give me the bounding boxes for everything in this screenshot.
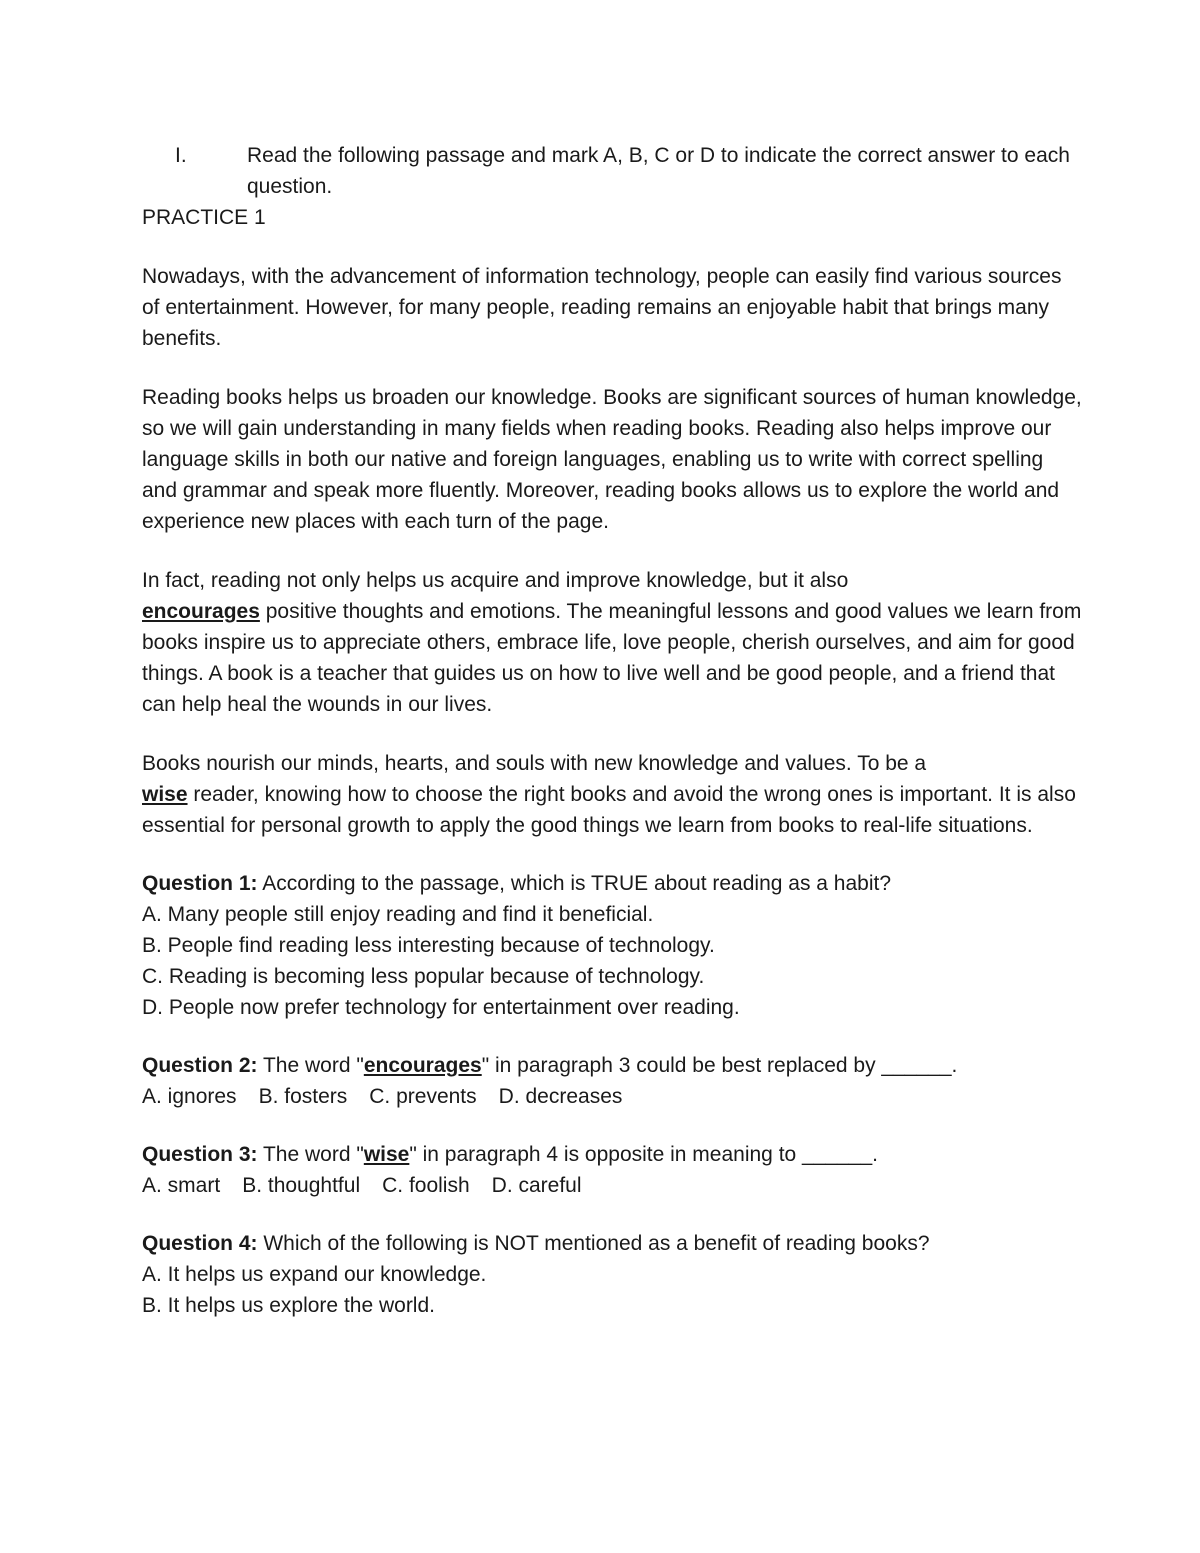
question-2-option-a: A. ignores xyxy=(142,1085,237,1108)
paragraph-4-text-after: reader, knowing how to choose the right books and avoid the wrong ones is important. It is also essential for personal growth to apply the good things we learn from books to real-life situations. xyxy=(142,783,1076,837)
question-3-text-before: The word " xyxy=(257,1143,364,1166)
question-2-text-after: " in paragraph 3 could be best replaced by ______. xyxy=(481,1054,958,1077)
instruction-number: I. xyxy=(175,144,187,167)
question-1-stem xyxy=(142,868,1082,899)
question-4 xyxy=(142,1228,1082,1321)
question-4-stem xyxy=(142,1228,1082,1259)
question-4-option-a: A. It helps us expand our knowledge. xyxy=(142,1263,487,1286)
paragraph-4-text-before: Books nourish our minds, hearts, and souls with new knowledge and values. To be a xyxy=(142,752,927,775)
question-3-option-a: A. smart xyxy=(142,1174,221,1197)
question-3-option-d: D. careful xyxy=(491,1174,582,1197)
question-1 xyxy=(142,868,1082,1023)
passage-paragraph-4 xyxy=(142,748,1082,841)
passage-paragraph-3 xyxy=(142,565,1082,720)
question-2-label: Question 2: xyxy=(142,1054,258,1077)
question-3-stem xyxy=(142,1139,1082,1170)
document-content xyxy=(142,140,1082,1321)
question-1-option-d: D. People now prefer technology for entertainment over reading. xyxy=(142,996,740,1019)
question-3-word: wise xyxy=(363,1143,410,1166)
question-3-option-c: C. foolish xyxy=(382,1174,470,1197)
question-3-options xyxy=(142,1170,1082,1201)
question-2-option-d: D. decreases xyxy=(498,1085,623,1108)
question-1-option-a: A. Many people still enjoy reading and find it beneficial. xyxy=(142,903,654,926)
paragraph-3-text-before: In fact, reading not only helps us acquire and improve knowledge, but it also xyxy=(142,569,849,592)
question-2-options xyxy=(142,1081,1082,1112)
question-2-option-c: C. prevents xyxy=(369,1085,477,1108)
question-3 xyxy=(142,1139,1082,1201)
question-4-option-b: B. It helps us explore the world. xyxy=(142,1294,435,1317)
question-3-text-after: " in paragraph 4 is opposite in meaning to ______. xyxy=(409,1143,878,1166)
question-1-option-b: B. People find reading less interesting because of technology. xyxy=(142,934,715,957)
question-4-text: Which of the following is NOT mentioned as a benefit of reading books? xyxy=(257,1232,930,1255)
paragraph-3-text-after: positive thoughts and emotions. The meaningful lessons and good values we learn from books inspire us to appreciate others, embrace life, love people, cherish ourselves, and aim for good things. A book is a teacher that guides us on how to live well and be good people, and a friend that can help heal the wounds in our lives. xyxy=(142,600,1082,716)
instruction xyxy=(142,140,1082,202)
passage-paragraph-2: Reading books helps us broaden our knowledge. Books are significant sources of human knowledge, so we will gain understanding in many fields when reading books. Reading also helps improve our language skills in both our native and foreign languages, enabling us to write with correct spelling and grammar and speak more fluently. Moreover, reading books allows us to explore the world and experience new places with each turn of the page. xyxy=(142,386,1082,533)
instruction-text: Read the following passage and mark A, B, C or D to indicate the correct answer to each question. xyxy=(247,144,1070,198)
question-1-label: Question 1: xyxy=(142,872,258,895)
practice-title: PRACTICE 1 xyxy=(142,206,266,229)
question-2 xyxy=(142,1050,1082,1112)
passage-paragraph-1: Nowadays, with the advancement of information technology, people can easily find various sources of entertainment. However, for many people, reading remains an enjoyable habit that brings many benefits. xyxy=(142,265,1062,350)
question-1-text: According to the passage, which is TRUE about reading as a habit? xyxy=(257,872,892,895)
highlighted-word-wise: wise xyxy=(142,783,188,806)
question-1-option-c: C. Reading is becoming less popular because of technology. xyxy=(142,965,705,988)
question-3-option-b: B. thoughtful xyxy=(242,1174,361,1197)
question-2-word: encourages xyxy=(363,1054,482,1077)
question-4-label: Question 4: xyxy=(142,1232,258,1255)
question-3-label: Question 3: xyxy=(142,1143,258,1166)
question-2-stem xyxy=(142,1050,1082,1081)
highlighted-word-encourages: encourages xyxy=(142,600,260,623)
question-2-option-b: B. fosters xyxy=(258,1085,348,1108)
question-2-text-before: The word " xyxy=(257,1054,364,1077)
